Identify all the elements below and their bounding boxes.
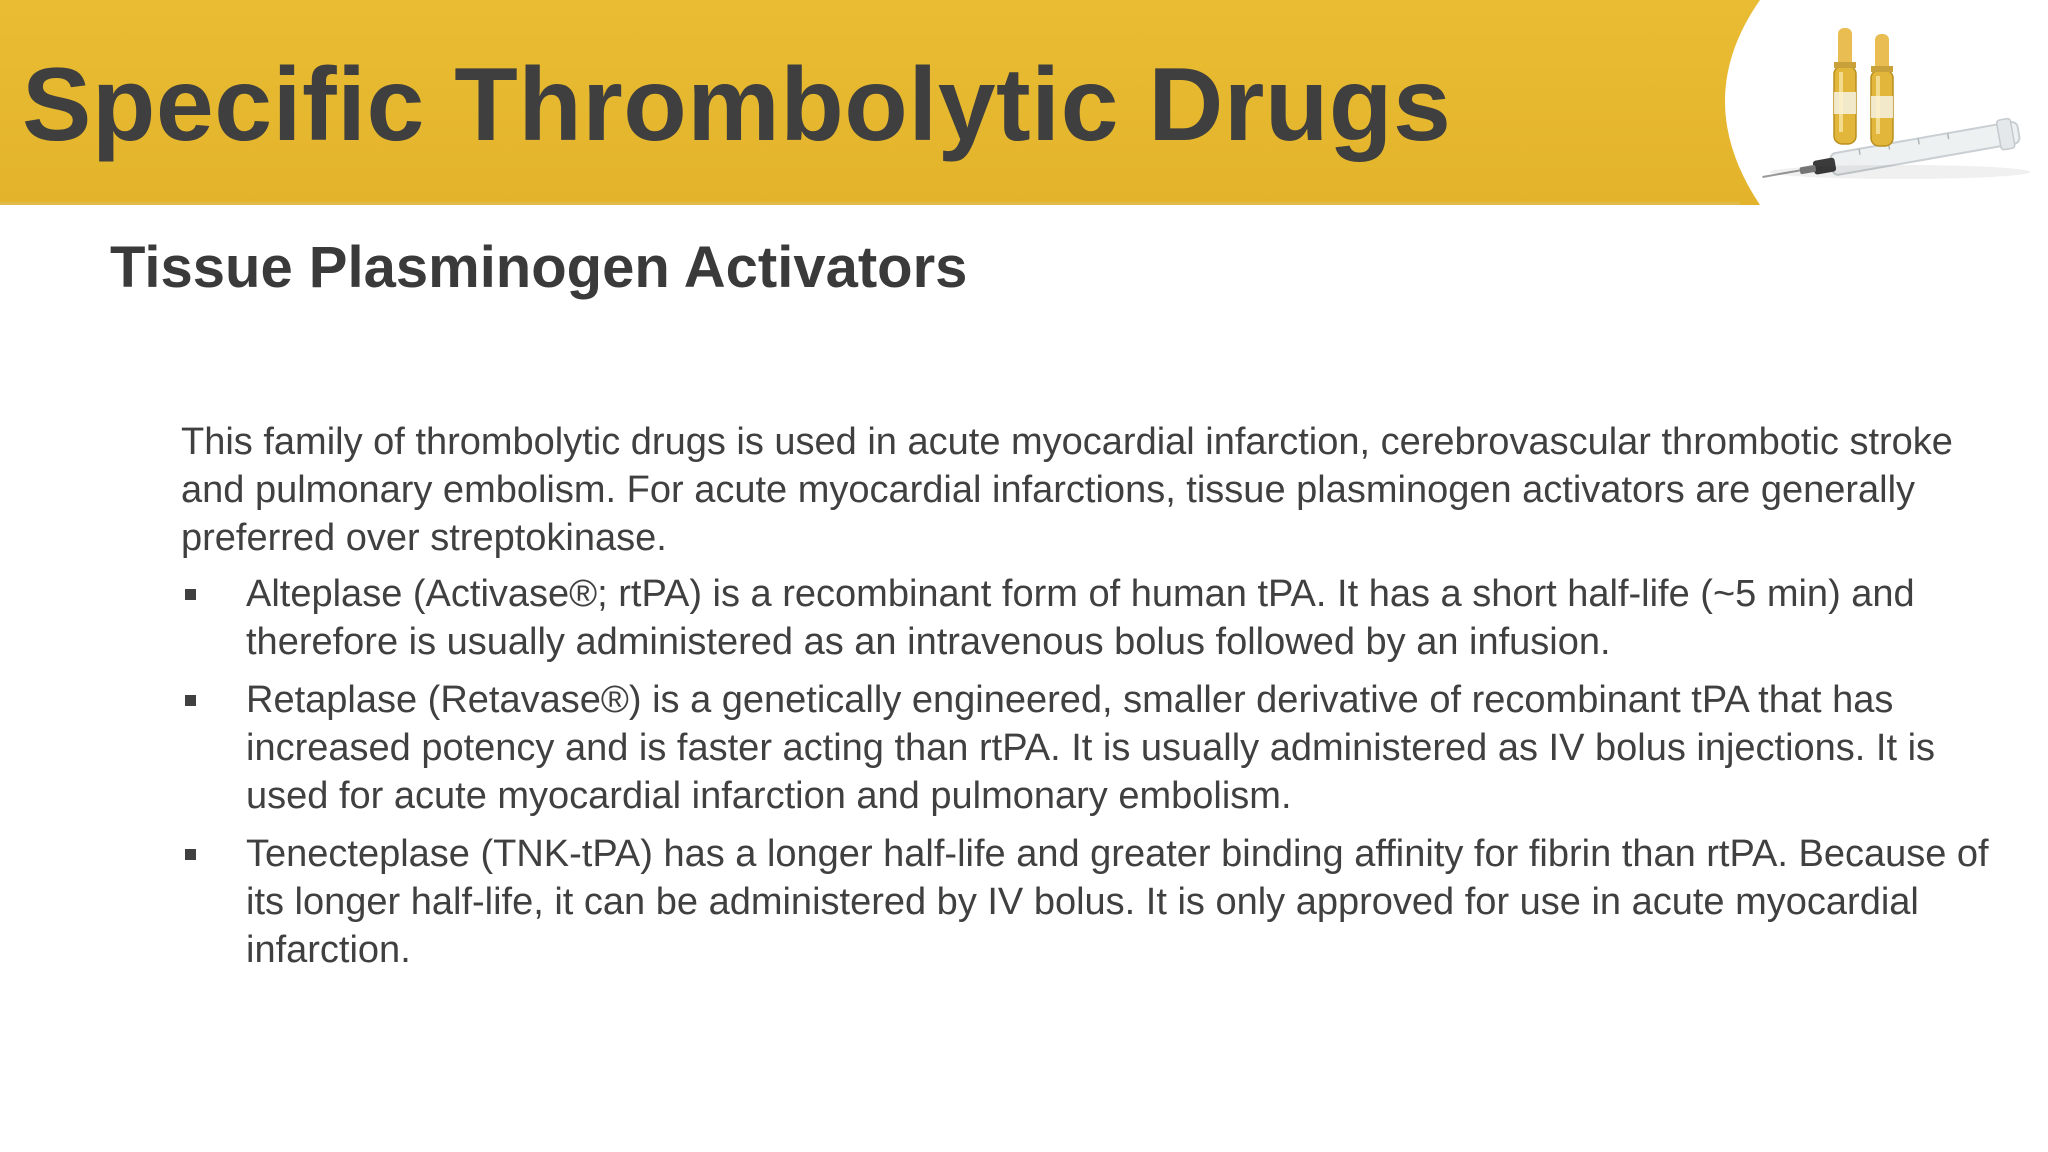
ampoules-and-syringe-icon [1700,0,2048,205]
slide-title: Specific Thrombolytic Drugs [22,47,1452,163]
square-bullet-icon [185,849,196,860]
bullet-text: Alteplase (Activase®; rtPA) is a recombinant form of human tPA. It has a short half-life (~5 min) and therefore is usually administered as an intravenous bolus followed by an infusion. [246,573,1915,663]
square-bullet-icon [185,589,196,600]
square-bullet-icon [185,695,196,706]
bullet-item-tenecteplase [181,830,2011,974]
bullet-text: Tenecteplase (TNK-tPA) has a longer half-life and greater binding affinity for fibrin than rtPA. Because of its longer half-life, it can be administered by IV bolus. It is only approved for use in acute myocardial infarction. [246,833,1989,971]
bullet-item-retaplase [181,676,2011,820]
bullet-item-alteplase [181,570,2011,666]
bullet-list [181,570,2011,974]
slide-body [181,418,2011,984]
intro-paragraph: This family of thrombolytic drugs is used in acute myocardial infarction, cerebrovascular thrombotic stroke and pulmonary embolism. For acute myocardial infarctions, tissue plasminogen activators are generally preferred over streptokinase. [181,421,1953,559]
bullet-text: Retaplase (Retavase®) is a genetically engineered, smaller derivative of recombinant tPA that has increased potency and is faster acting than rtPA. It is usually administered as IV bolus injections. It is used for acute myocardial infarction and pulmonary embolism. [246,679,1936,817]
section-subtitle: Tissue Plasminogen Activators [110,235,968,300]
